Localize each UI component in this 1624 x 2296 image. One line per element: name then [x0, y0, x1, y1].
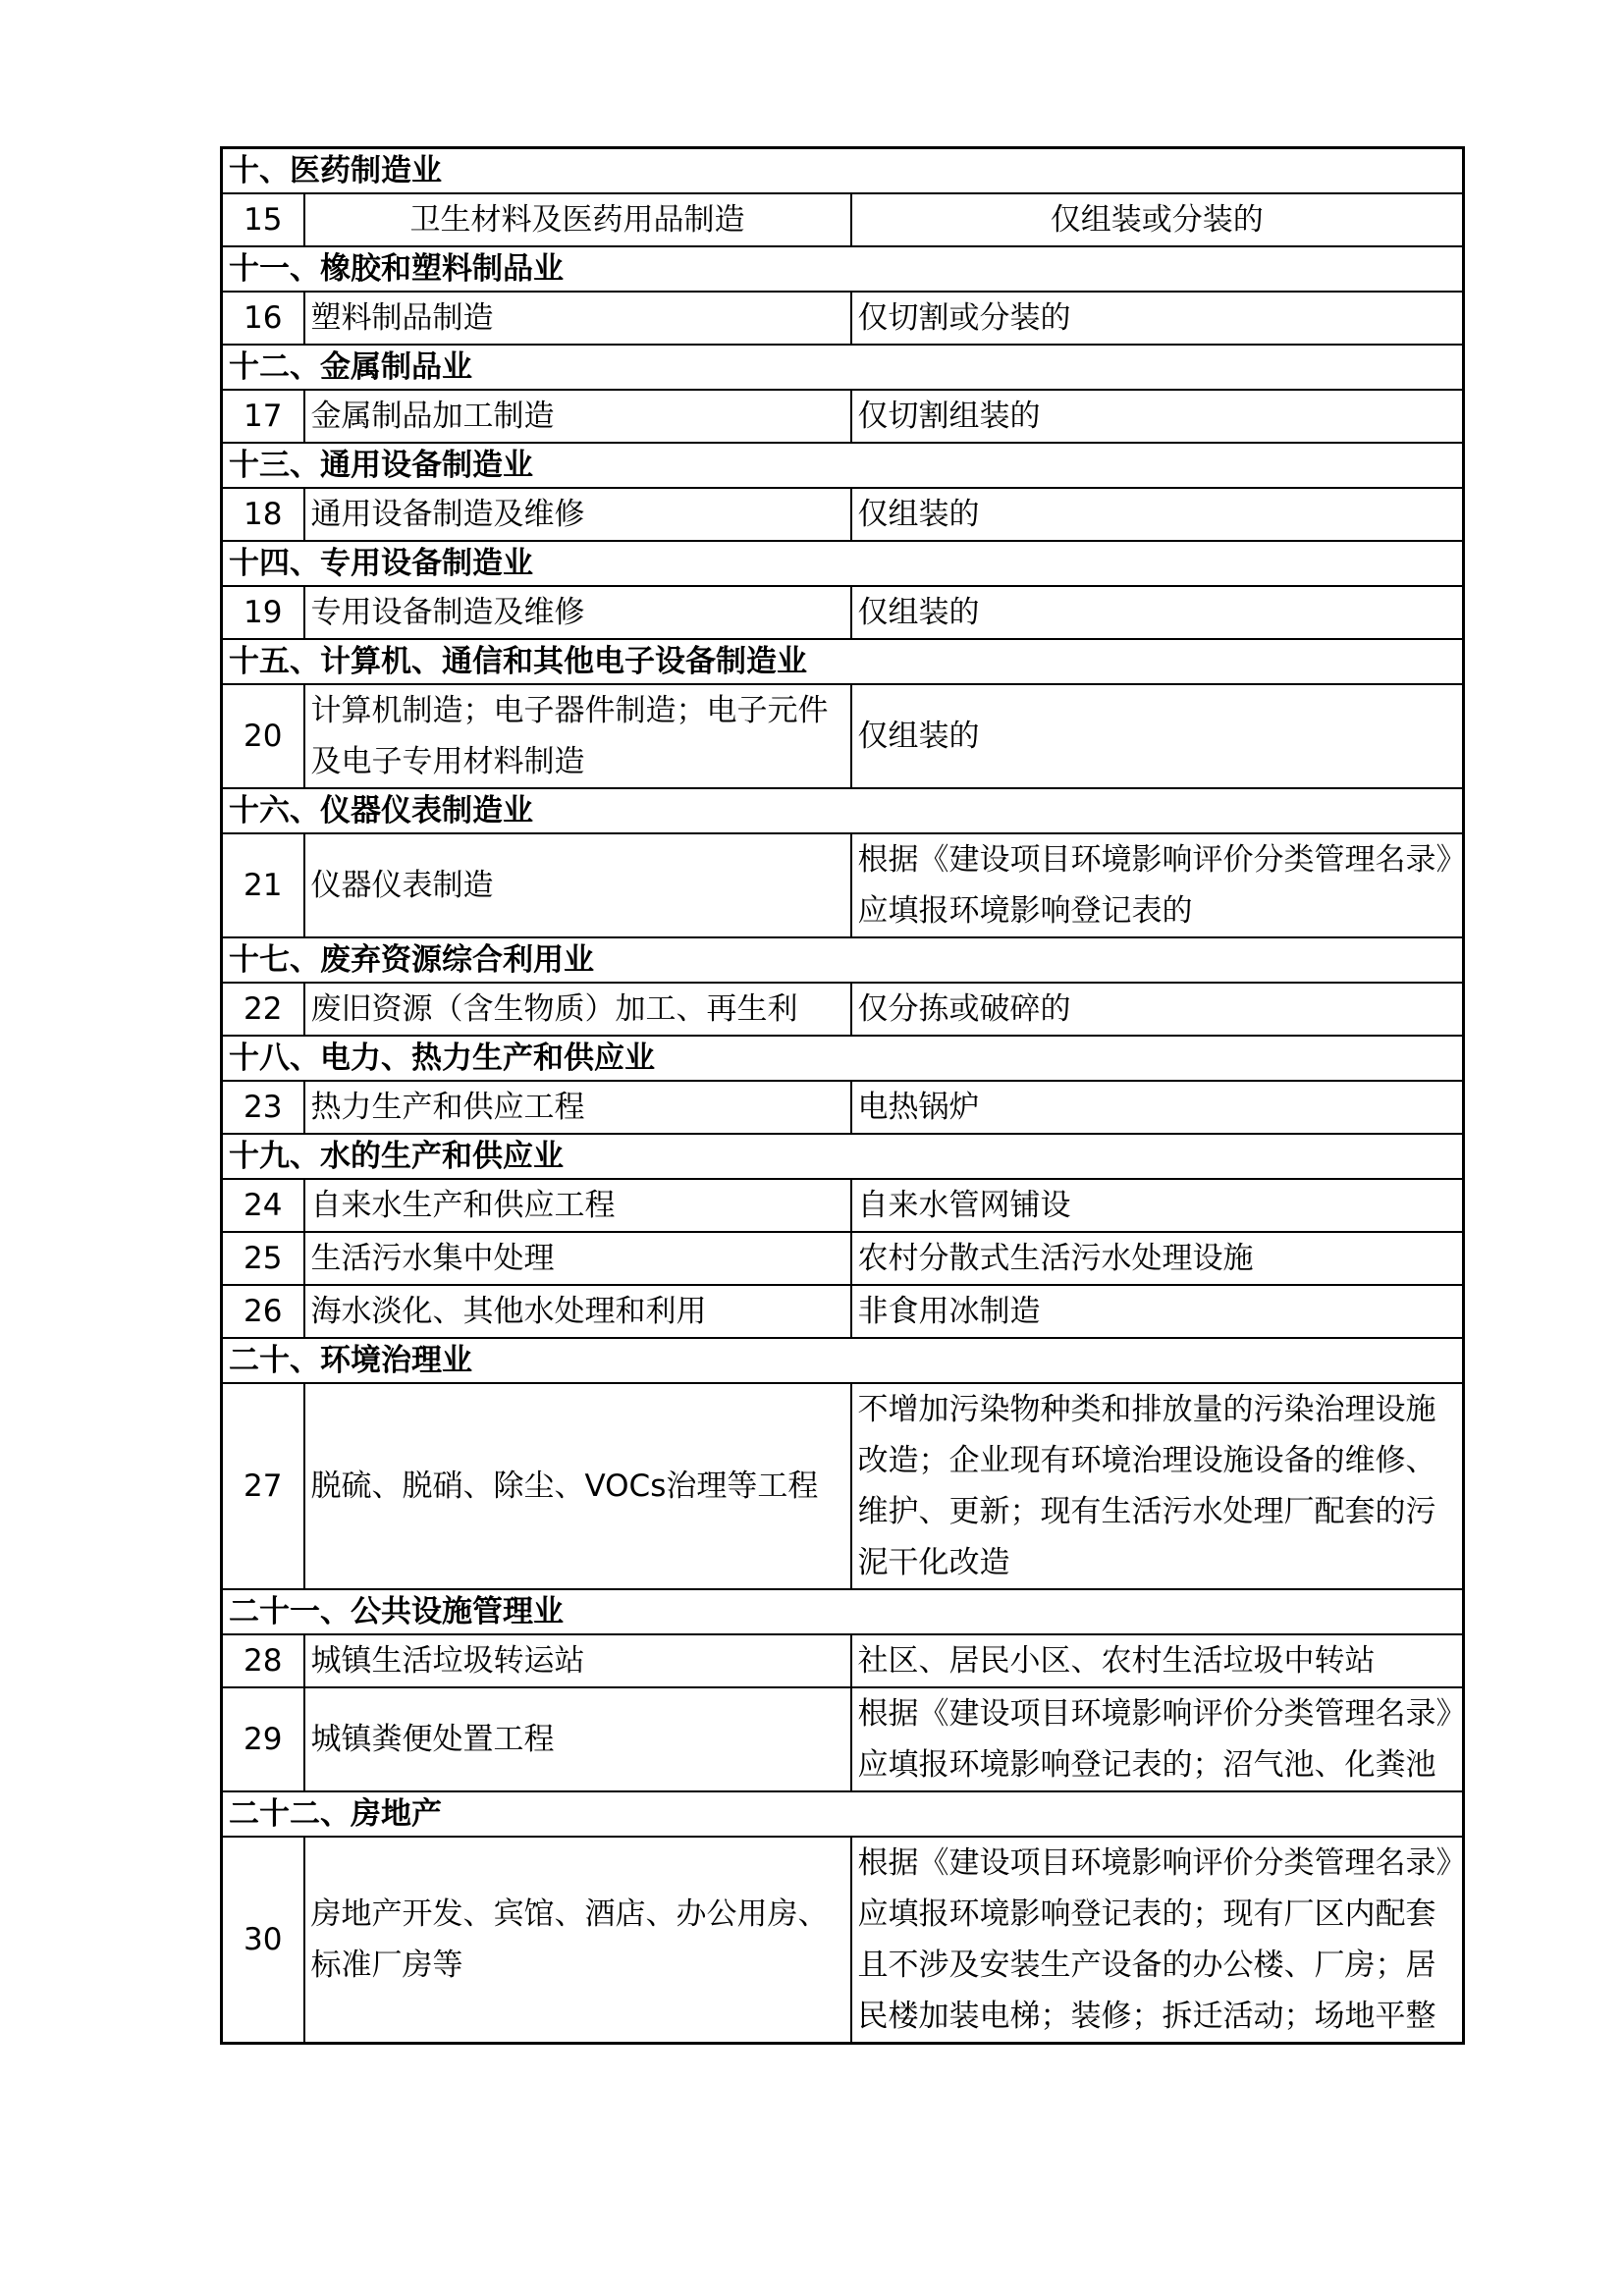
item-number: 25 [222, 1232, 304, 1285]
item-name: 塑料制品制造 [304, 292, 851, 345]
classification-table [220, 146, 1465, 2045]
item-number: 28 [222, 1634, 304, 1687]
item-name: 城镇生活垃圾转运站 [304, 1634, 851, 1687]
section-title: 十八、电力、热力生产和供应业 [222, 1036, 1464, 1081]
item-number: 15 [222, 193, 304, 246]
item-name: 专用设备制造及维修 [304, 586, 851, 639]
table-row [222, 1687, 1464, 1791]
table-row [222, 684, 1464, 788]
item-name: 脱硫、脱硝、除尘、VOCs治理等工程 [304, 1383, 851, 1589]
section-title: 十六、仪器仪表制造业 [222, 788, 1464, 833]
item-number: 26 [222, 1285, 304, 1338]
item-scope: 仅切割组装的 [851, 390, 1464, 443]
table-row [222, 1837, 1464, 2044]
item-number: 29 [222, 1687, 304, 1791]
table-row [222, 1081, 1464, 1134]
item-name: 房地产开发、宾馆、酒店、办公用房、标准厂房等 [304, 1837, 851, 2044]
item-scope: 仅组装的 [851, 488, 1464, 541]
section-title: 十五、计算机、通信和其他电子设备制造业 [222, 639, 1464, 684]
item-scope: 电热锅炉 [851, 1081, 1464, 1134]
section-title: 二十二、房地产 [222, 1791, 1464, 1837]
table-row [222, 833, 1464, 937]
table-row [222, 1383, 1464, 1589]
item-number: 27 [222, 1383, 304, 1589]
section-title: 十九、水的生产和供应业 [222, 1134, 1464, 1179]
item-name: 卫生材料及医药用品制造 [304, 193, 851, 246]
table-row [222, 1232, 1464, 1285]
section-row [222, 246, 1464, 292]
section-title: 十二、金属制品业 [222, 345, 1464, 390]
section-title: 十一、橡胶和塑料制品业 [222, 246, 1464, 292]
table-row [222, 1179, 1464, 1232]
section-row [222, 1338, 1464, 1383]
table-row [222, 1285, 1464, 1338]
section-title: 十七、废弃资源综合利用业 [222, 937, 1464, 983]
section-row [222, 1791, 1464, 1837]
section-title: 二十、环境治理业 [222, 1338, 1464, 1383]
item-scope: 农村分散式生活污水处理设施 [851, 1232, 1464, 1285]
table-body [222, 148, 1464, 2044]
section-row [222, 541, 1464, 586]
item-number: 24 [222, 1179, 304, 1232]
table-row [222, 586, 1464, 639]
section-row [222, 937, 1464, 983]
section-row [222, 1036, 1464, 1081]
item-scope: 仅切割或分装的 [851, 292, 1464, 345]
item-name: 城镇粪便处置工程 [304, 1687, 851, 1791]
section-row [222, 443, 1464, 488]
item-number: 23 [222, 1081, 304, 1134]
section-row [222, 345, 1464, 390]
section-title: 十三、通用设备制造业 [222, 443, 1464, 488]
item-name: 金属制品加工制造 [304, 390, 851, 443]
item-scope: 根据《建设项目环境影响评价分类管理名录》应填报环境影响登记表的；沼气池、化粪池 [851, 1687, 1464, 1791]
item-name: 计算机制造；电子器件制造；电子元件及电子专用材料制造 [304, 684, 851, 788]
section-row [222, 148, 1464, 194]
section-row [222, 788, 1464, 833]
section-title: 十、医药制造业 [222, 148, 1464, 194]
table-row [222, 488, 1464, 541]
item-number: 19 [222, 586, 304, 639]
item-scope: 不增加污染物种类和排放量的污染治理设施改造；企业现有环境治理设施设备的维修、维护、更新；现有生活污水处理厂配套的污泥干化改造 [851, 1383, 1464, 1589]
item-name: 废旧资源（含生物质）加工、再生利 [304, 983, 851, 1036]
table-row [222, 983, 1464, 1036]
item-scope: 根据《建设项目环境影响评价分类管理名录》应填报环境影响登记表的；现有厂区内配套且不涉及安装生产设备的办公楼、厂房；居民楼加装电梯；装修；拆迁活动；场地平整 [851, 1837, 1464, 2044]
item-scope: 仅组装或分装的 [851, 193, 1464, 246]
item-number: 16 [222, 292, 304, 345]
item-scope: 仅组装的 [851, 684, 1464, 788]
item-number: 30 [222, 1837, 304, 2044]
section-title: 二十一、公共设施管理业 [222, 1589, 1464, 1634]
item-number: 17 [222, 390, 304, 443]
section-row [222, 1134, 1464, 1179]
section-row [222, 1589, 1464, 1634]
item-scope: 社区、居民小区、农村生活垃圾中转站 [851, 1634, 1464, 1687]
section-row [222, 639, 1464, 684]
item-scope: 根据《建设项目环境影响评价分类管理名录》应填报环境影响登记表的 [851, 833, 1464, 937]
table-row [222, 292, 1464, 345]
item-scope: 自来水管网铺设 [851, 1179, 1464, 1232]
item-name: 热力生产和供应工程 [304, 1081, 851, 1134]
item-name: 通用设备制造及维修 [304, 488, 851, 541]
item-number: 20 [222, 684, 304, 788]
item-number: 22 [222, 983, 304, 1036]
item-name: 自来水生产和供应工程 [304, 1179, 851, 1232]
table-row [222, 1634, 1464, 1687]
table-row [222, 193, 1464, 246]
item-name: 仪器仪表制造 [304, 833, 851, 937]
item-name: 海水淡化、其他水处理和利用 [304, 1285, 851, 1338]
item-scope: 仅分拣或破碎的 [851, 983, 1464, 1036]
item-number: 18 [222, 488, 304, 541]
item-name: 生活污水集中处理 [304, 1232, 851, 1285]
item-scope: 非食用冰制造 [851, 1285, 1464, 1338]
item-scope: 仅组装的 [851, 586, 1464, 639]
item-number: 21 [222, 833, 304, 937]
table-row [222, 390, 1464, 443]
section-title: 十四、专用设备制造业 [222, 541, 1464, 586]
